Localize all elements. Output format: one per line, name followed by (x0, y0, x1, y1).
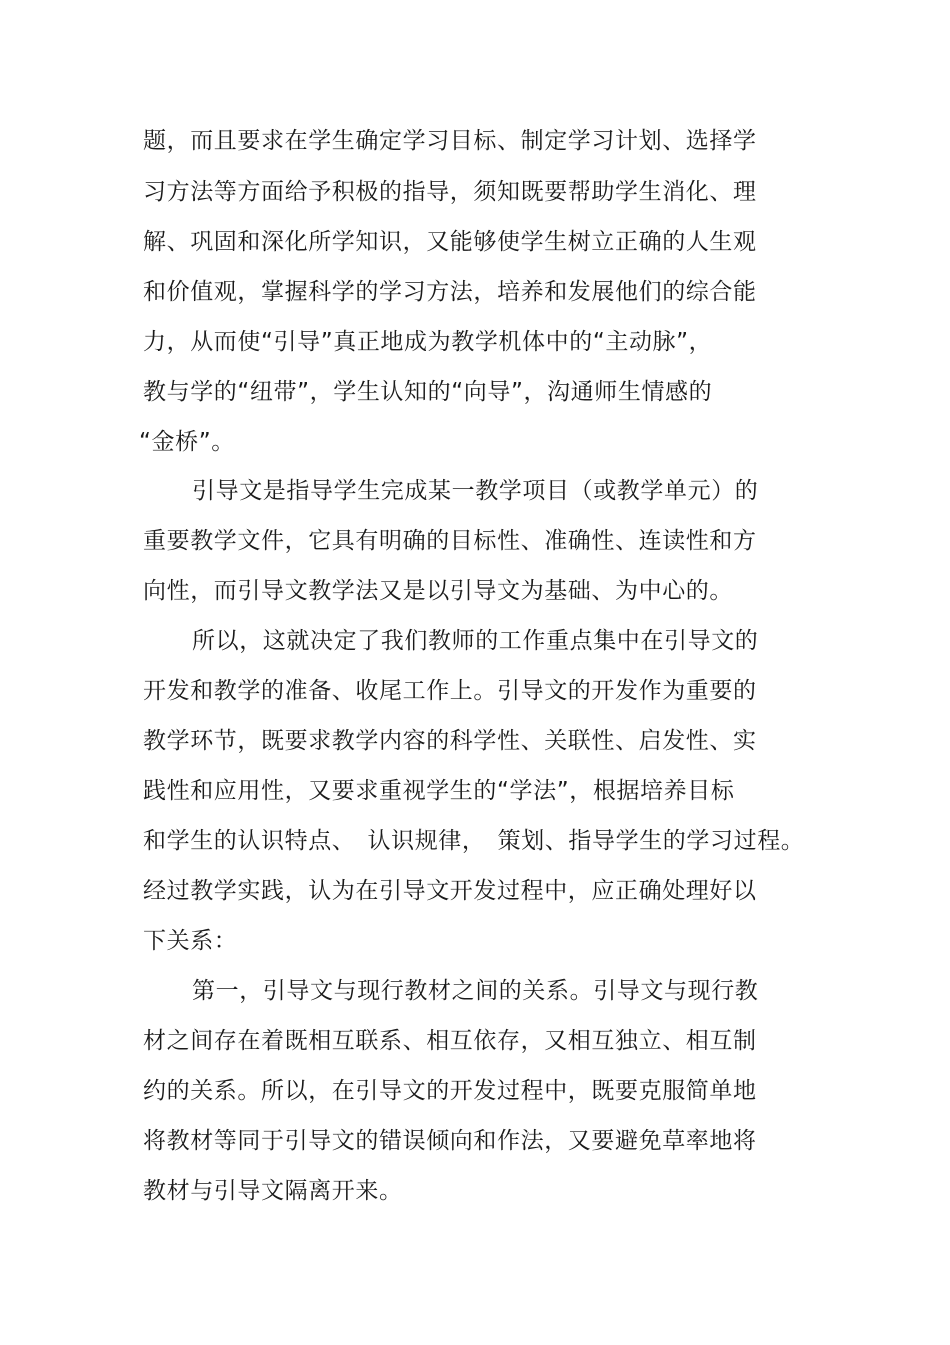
text-line: 开发和教学的准备、收尾工作上。引导文的开发作为重要的 (143, 678, 757, 704)
paragraph-first-line: 所以，这就决定了我们教师的工作重点集中在引导文的 (192, 628, 759, 654)
text-line: 解、巩固和深化所学知识，又能够使学生树立正确的人生观 (143, 229, 757, 255)
text-line: 将教材等同于引导文的错误倾向和作法，又要避免草率地将 (143, 1128, 757, 1154)
text-line: 重要教学文件，它具有明确的目标性、准确性、连读性和方 (143, 528, 757, 554)
text-line: 教学环节，既要求教学内容的科学性、关联性、启发性、实 (143, 728, 757, 754)
text-line: 力，从而使“引导”真正地成为教学机体中的“主动脉”， (143, 329, 713, 355)
text-line: 教材与引导文隔离开来。 (143, 1178, 403, 1204)
paragraph-first-line: 引导文是指导学生完成某一教学项目（或教学单元）的 (192, 478, 759, 504)
text-line: 下关系： (143, 928, 238, 954)
text-line: 和价值观，掌握科学的学习方法，培养和发展他们的综合能 (143, 279, 757, 305)
text-line: 经过教学实践，认为在引导文开发过程中，应正确处理好以 (143, 878, 757, 904)
text-line: “金桥”。 (139, 429, 235, 455)
text-line: 向性，而引导文教学法又是以引导文为基础、为中心的。 (143, 578, 733, 604)
text-line: 践性和应用性，又要求重视学生的“学法”，根据培养目标 (143, 778, 735, 804)
text-line: 题，而且要求在学生确定学习目标、制定学习计划、选择学 (143, 128, 757, 154)
paragraph-first-line: 第一，引导文与现行教材之间的关系。引导文与现行教 (192, 978, 759, 1004)
text-line: 和学生的认识特点、 认识规律， 策划、指导学生的学习过程。 (143, 828, 805, 854)
text-line: 材之间存在着既相互联系、相互依存，又相互独立、相互制 (143, 1028, 757, 1054)
text-line: 教与学的“纽带”，学生认知的“向导”，沟通师生情感的 (143, 379, 713, 405)
text-line: 习方法等方面给予积极的指导，须知既要帮助学生消化、理 (143, 179, 757, 205)
text-line: 约的关系。所以，在引导文的开发过程中，既要克服简单地 (143, 1078, 757, 1104)
